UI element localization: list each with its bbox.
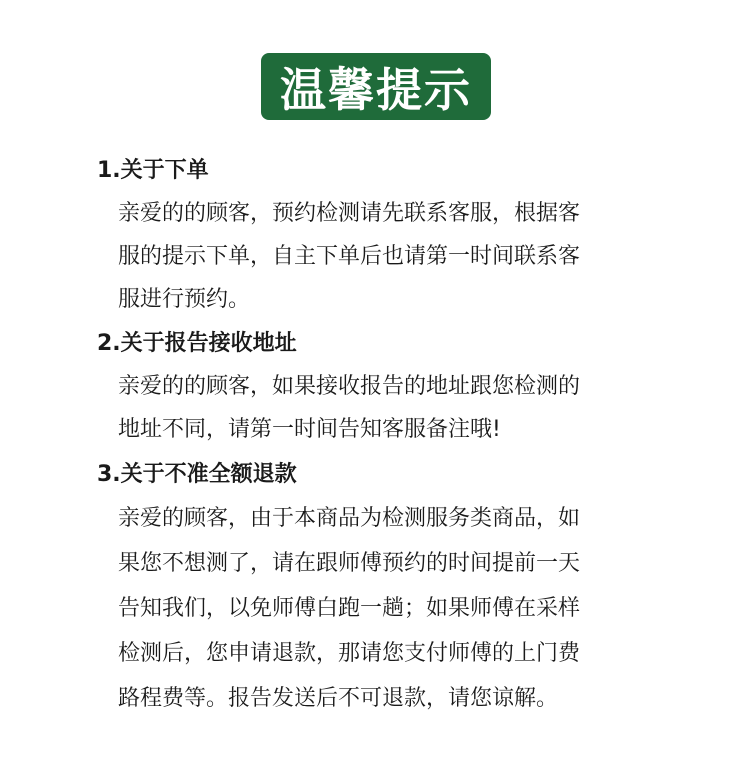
section-body-line: 亲爱的的顾客，预约检测请先联系客服，根据客	[118, 201, 581, 226]
section-body-line: 检测后，您申请退款，那请您支付师傅的上门费	[118, 641, 581, 666]
section-report-address	[97, 331, 677, 442]
section-heading: 2.关于报告接收地址	[97, 331, 297, 356]
section-body-line: 服进行预约。	[118, 287, 251, 312]
section-body-line: 地址不同，请第一时间告知客服备注哦!	[118, 417, 501, 442]
section-order	[97, 158, 677, 312]
section-body-line: 亲爱的的顾客，如果接收报告的地址跟您检测的	[118, 374, 581, 399]
section-heading: 1.关于下单	[97, 158, 209, 183]
section-body-line: 果您不想测了，请在跟师傅预约的时间提前一天	[118, 551, 581, 576]
section-body-line: 服的提示下单，自主下单后也请第一时间联系客	[118, 244, 581, 269]
section-body-line: 路程费等。报告发送后不可退款，请您谅解。	[118, 686, 559, 711]
section-refund	[97, 462, 677, 711]
section-body-line: 亲爱的顾客，由于本商品为检测服务类商品，如	[118, 506, 581, 531]
page-title: 温馨提示	[280, 62, 472, 117]
section-heading: 3.关于不准全额退款	[97, 462, 297, 487]
section-body-line: 告知我们，以免师傅白跑一趟；如果师傅在采样	[118, 596, 581, 621]
title-badge	[261, 53, 491, 120]
